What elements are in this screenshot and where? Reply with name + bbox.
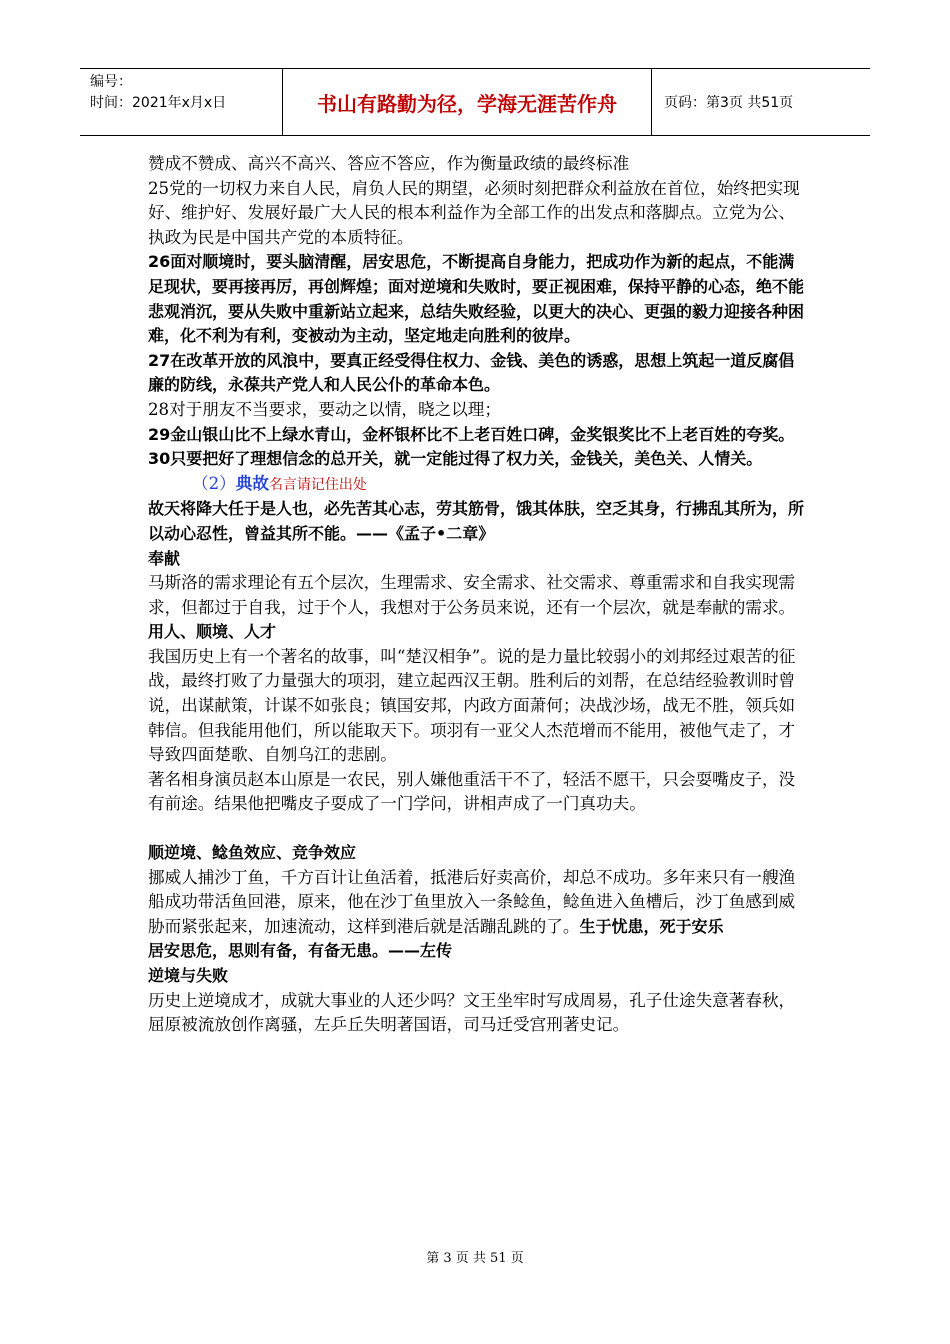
heading-adversity: 逆境与失败	[148, 966, 229, 985]
document-number: 编号：	[90, 74, 132, 90]
paragraph-bold: 29金山银山比不上绿水青山，金杯银杯比不上老百姓口碑，金奖银奖比不上老百姓的夸奖。	[148, 424, 795, 444]
document-date: 时间：2021年x月x日	[90, 95, 227, 111]
paragraph-bold: 30只要把好了理想信念的总开关，就一定能过得了权力关，金钱关，美色关、人情关。	[148, 449, 763, 469]
paragraph-bold: 26面对顺境时，要头脑清醒，居安思危，不断提高自身能力，把成功作为新的起点，不能满足现状，要再接再厉，再创辉煌；面对逆境和失败时，要正视困难，保持平静的心态，绝不能悲观消沉，要从失败中重新站立起来，总结失败经验，以更大的决心、更强的毅力迎接各种困难，化不利为有利，变被动为主动，坚定地走向胜利的彼岸。	[148, 252, 805, 346]
header-meta	[80, 69, 282, 135]
paragraph: 28对于朋友不当要求，要动之以情，晓之以理；	[148, 399, 501, 419]
paragraph: 赞成不赞成、高兴不高兴、答应不答应，作为衡量政绩的最终标准	[148, 154, 630, 173]
subheading-keyword: 典故	[235, 473, 269, 493]
header-page-number: 页码：第3页 共51页	[664, 95, 794, 111]
subheading-number: （2）	[192, 473, 236, 493]
section-subheading	[148, 472, 808, 498]
spacer	[148, 817, 808, 841]
document-body	[148, 152, 808, 1038]
header-motto: 书山有路勤为径，学海无涯苦作舟	[282, 69, 652, 135]
page-header	[80, 68, 870, 136]
catfish-story: 挪威人捕沙丁鱼，千方百计让鱼活着，抵港后好卖高价，却总不成功。多年来只有一艘渔船成功带活鱼回港，原来，他在沙丁鱼里放入一条鲶鱼，鲶鱼进入鱼槽后，沙丁鱼感到威胁而紧张起来，加速流动，这样到港后就是活蹦乱跳的了。	[148, 867, 796, 936]
quote-adversity: 生于忧患，死于安乐	[579, 916, 724, 936]
heading-dedication: 奉献	[148, 548, 181, 568]
quote-mencius: 故天将降大任于是人也，必先苦其心志，劳其筋骨，饿其体肤，空乏其身，行拂乱其所为，所以动心忍性，曾益其所不能。——《孟子•二章》	[148, 499, 805, 543]
paragraph: 25党的一切权力来自人民，肩负人民的期望，必须时刻把群众利益放在首位，始终把实现好、维护好、发展好最广大人民的根本利益作为全部工作的出发点和落脚点。立党为公、执政为民是中国共产党的本质特征。	[148, 178, 800, 247]
paragraph-bold: 27在改革开放的风浪中，要真正经受得住权力、金钱、美色的诱惑，思想上筑起一道反腐倡廉的防线，永葆共产党人和人民公仆的革命本色。	[148, 350, 795, 395]
paragraph: 马斯洛的需求理论有五个层次，生理需求、安全需求、社交需求、尊重需求和自我实现需求，但都过于自我，过于个人，我想对于公务员来说，还有一个层次，就是奉献的需求。	[148, 573, 796, 617]
paragraph: 我国历史上有一个著名的故事，叫“楚汉相争”。说的是力量比较弱小的刘邦经过艰苦的征战，最终打败了力量强大的项羽，建立起西汉王朝。胜利后的刘帮，在总结经验教训时曾说，出谋献策，计谋不如张良；镇国安邦，内政方面萧何；决战沙场，战无不胜，领兵如韩信。但我能用他们，所以能取天下。项羽有一亚父人杰范增而不能用，被他气走了，才导致四面楚歌、自刎乌江的悲剧。	[148, 646, 796, 765]
heading-catfish-effect: 顺逆境、鲶鱼效应、竞争效应	[148, 843, 357, 863]
page-footer: 第 3 页 共 51 页	[426, 1251, 524, 1266]
quote-zuozhuan: 居安思危，思则有备，有备无患。——左传	[148, 941, 453, 961]
heading-talent: 用人、顺境、人才	[148, 622, 277, 642]
paragraph: 著名相身演员赵本山原是一农民，别人嫌他重活干不了，轻活不愿干，只会耍嘴皮子，没有前途。结果他把嘴皮子耍成了一门学问，讲相声成了一门真功夫。	[148, 769, 796, 814]
subheading-note: 名言请记住出处	[268, 476, 367, 493]
paragraph	[148, 866, 808, 940]
paragraph: 历史上逆境成才，成就大事业的人还少吗？文王坐牢时写成周易，孔子仕途失意著春秋，屈原被流放创作离骚，左乒丘失明著国语，司马迁受宫刑著史记。	[148, 990, 796, 1035]
